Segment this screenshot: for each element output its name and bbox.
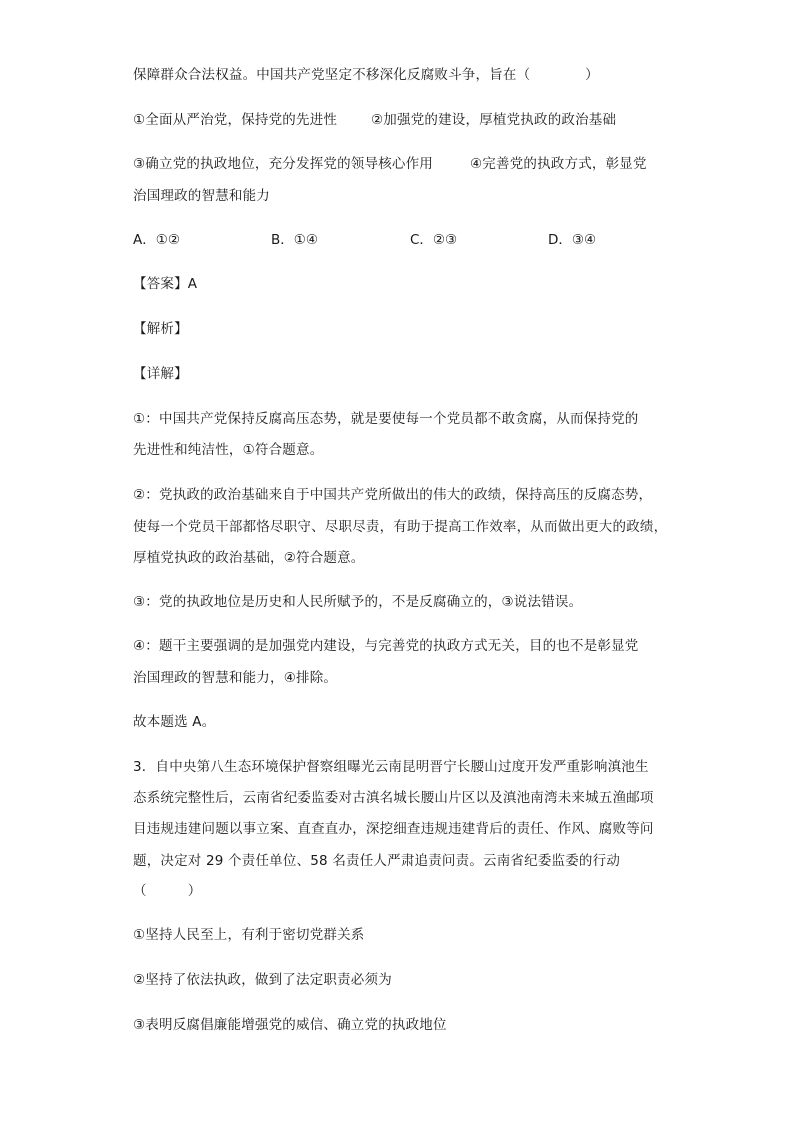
q3-stem-line-1: 3．自中央第八生态环境保护督察组曝光云南昆明晋宁长腰山过度开发严重影响滇池生 (133, 759, 649, 775)
q2-conclusion: 故本题选 A。 (133, 714, 216, 730)
q2-explanation-1-cont: 先进性和纯洁性，①符合题意。 (133, 442, 324, 458)
q3-answer-blank: （ ） (133, 883, 202, 899)
q2-explanation-4-cont: 治国理政的智慧和能力，④排除。 (133, 670, 338, 686)
q2-option-b: B．①④ (271, 232, 318, 248)
q2-explanation-4: ④：题干主要强调的是加强党内建设，与完善党的执政方式无关，目的也不是彰显党 (133, 638, 639, 654)
q3-stem-line-2: 态系统完整性后，云南省纪委监委对古滇名城长腰山片区以及滇池南湾未来城五渔邮项 (133, 790, 654, 806)
q2-analysis-label: 【解析】 (133, 321, 188, 337)
q2-statement-2: ②加强党的建设，厚植党执政的政治基础 (371, 112, 617, 128)
q2-detail-label: 【详解】 (133, 366, 188, 382)
q2-statement-3: ③确立党的执政地位，充分发挥党的领导核心作用 (133, 156, 434, 172)
q2-explanation-1: ①：中国共产党保持反腐高压态势，就是要使每一个党员都不敢贪腐，从而保持党的 (133, 411, 639, 427)
q2-explanation-2-cont: 使每一个党员干部都恪尽职守、尽职尽责，有助于提高工作效率，从而做出更大的政绩， (133, 519, 668, 535)
q3-statement-3: ③表明反腐倡廉能增强党的威信、确立党的执政地位 (133, 1017, 447, 1033)
q2-explanation-2: ②：党执政的政治基础来自于中国共产党所做出的伟大的政绩，保持高压的反腐态势， (133, 487, 653, 503)
q3-stem-line-3: 目违规违建问题以事立案、直查直办，深挖细查违规违建背后的责任、作风、腐败等问 (133, 821, 654, 837)
q2-answer: 【答案】A (133, 276, 198, 292)
q2-option-d: D．③④ (548, 232, 597, 248)
q2-option-c: C．②③ (410, 232, 458, 248)
q3-statement-1: ①坚持人民至上，有利于密切党群关系 (133, 927, 365, 943)
q2-stem-tail: 保障群众合法权益。中国共产党坚定不移深化反腐败斗争，旨在（ ） (133, 67, 599, 83)
q3-statement-2: ②坚持了依法执政，做到了法定职责必须为 (133, 972, 392, 988)
q2-statement-4: ④完善党的执政方式，彰显党 (470, 156, 647, 172)
q2-statement-1: ①全面从严治党，保持党的先进性 (133, 112, 338, 128)
q2-explanation-2-cont2: 厚植党执政的政治基础，②符合题意。 (133, 550, 365, 566)
q2-statement-4-cont: 治国理政的智慧和能力 (133, 188, 270, 204)
q3-stem-line-4: 题，决定对 29 个责任单位、58 名责任人严肃追责问责。云南省纪委监委的行动 (133, 853, 621, 869)
q2-explanation-3: ③：党的执政地位是历史和人民所赋予的，不是反腐确立的，③说法错误。 (133, 594, 583, 610)
q2-option-a: A．①② (133, 232, 180, 248)
